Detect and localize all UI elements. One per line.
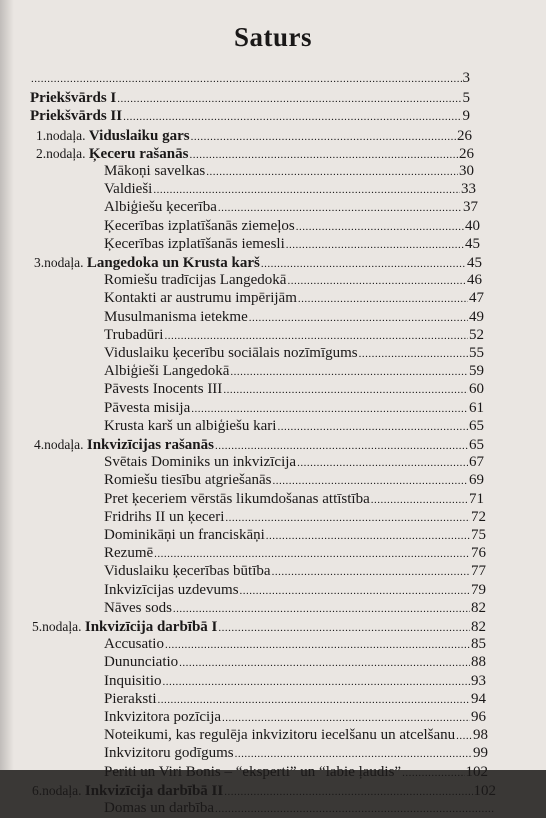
toc-entry — [104, 418, 484, 435]
toc-entry — [104, 600, 486, 617]
dot-leader — [296, 219, 464, 236]
toc-entry — [104, 582, 486, 599]
toc-entry — [104, 163, 474, 180]
page-number: 85 — [471, 636, 486, 653]
dot-leader — [165, 637, 470, 654]
chapter-title: Ķeceru rašanās — [88, 145, 189, 162]
section-title: Svētais Dominiks un inkvizīcija — [104, 454, 297, 471]
page-number: 82 — [471, 599, 486, 616]
dot-leader — [223, 382, 468, 399]
page-number: 37 — [463, 199, 478, 216]
chapter-number: 4.nodaļa. — [34, 437, 87, 452]
chapter-title: Inkvizīcija darbībā I — [84, 619, 218, 635]
page-number: 96 — [471, 709, 486, 725]
chapter-number: 6.nodaļa. — [32, 782, 85, 798]
section-title: Noteikumi, kas regulēja inkvizitoru iecelšanu un atcelšanu — [104, 727, 456, 744]
toc-entry — [104, 654, 486, 671]
dot-leader — [272, 473, 468, 490]
dot-leader — [402, 765, 464, 782]
page-number: 26 — [457, 127, 472, 144]
page-number: 47 — [469, 290, 484, 307]
dot-leader — [163, 674, 470, 691]
dot-leader — [235, 746, 472, 763]
page-number: 60 — [469, 381, 484, 398]
section-title: Dununciatio — [104, 654, 179, 671]
dot-leader — [371, 492, 468, 509]
page-number: 9 — [462, 108, 470, 125]
toc-entry — [104, 491, 484, 508]
toc-entry — [104, 218, 480, 235]
chapter-title: Inkvizīcija darbībā II — [84, 782, 224, 799]
section-title: Inquisitio — [104, 672, 162, 689]
dot-leader — [191, 401, 468, 418]
toc-entry — [104, 363, 484, 380]
dot-leader — [266, 528, 470, 545]
toc-entry — [104, 673, 486, 690]
dot-leader — [261, 256, 466, 273]
page-title: Saturs — [233, 22, 312, 52]
toc-entry — [30, 90, 470, 107]
section-title: Inkvizitoru godīgums — [104, 745, 234, 762]
page-number: 69 — [469, 472, 484, 489]
toc-entry — [104, 545, 486, 562]
dot-leader — [249, 310, 468, 327]
dot-leader — [154, 546, 470, 563]
page-edge-shadow — [0, 0, 14, 770]
toc-entry — [104, 527, 486, 544]
dot-leader — [206, 164, 458, 181]
toc-entry — [104, 199, 478, 216]
section-title: Priekšvārds II — [30, 108, 123, 125]
dot-leader — [117, 91, 461, 108]
toc-chapter-entry — [34, 254, 482, 271]
dot-leader — [230, 364, 468, 381]
dot-leader — [240, 583, 470, 600]
page-number: 88 — [471, 654, 486, 671]
toc-entry — [104, 290, 484, 307]
section-title: Inkvizitora pozīcija — [104, 709, 222, 725]
page-number: 102 — [465, 763, 488, 780]
dot-leader — [218, 620, 470, 637]
toc-entry — [104, 709, 486, 726]
section-title: Fridrihs II un ķeceri — [104, 508, 225, 525]
page-number: 93 — [471, 672, 486, 689]
toc-entry — [104, 327, 484, 344]
toc-entry — [104, 400, 484, 417]
toc-entry — [104, 381, 484, 398]
toc-entry — [104, 181, 476, 198]
page-number: 61 — [469, 399, 484, 416]
chapter-number: 5.nodaļa. — [32, 619, 85, 634]
dot-leader — [218, 200, 462, 217]
section-title: Romiešu tradīcijas Langedokā — [104, 272, 287, 289]
section-title: Albiģieši Langedokā — [104, 363, 230, 380]
page-number: 76 — [471, 545, 486, 562]
dot-leader — [272, 564, 470, 581]
section-title: Rezumē — [104, 545, 154, 562]
page-number: 72 — [471, 508, 486, 525]
toc-entry — [30, 70, 470, 87]
page-number: 45 — [465, 235, 480, 252]
toc-entry — [104, 563, 486, 580]
chapter-title: Langedoka un Krusta karš — [86, 255, 260, 271]
page-number: 49 — [469, 308, 484, 325]
section-title: Pāvesta misija — [104, 399, 191, 416]
toc-entry — [104, 454, 484, 471]
dot-leader — [359, 346, 468, 363]
section-title: Pieraksti — [104, 690, 157, 707]
dot-leader — [123, 109, 461, 126]
page-number: 5 — [462, 90, 470, 107]
page-number: 65 — [469, 437, 484, 453]
section-title: Accusatio — [104, 636, 164, 653]
chapter-number: 3.nodaļa. — [34, 255, 87, 270]
toc-chapter-entry — [34, 436, 484, 453]
dot-leader — [277, 419, 468, 436]
section-title: Priekšvārds I — [30, 90, 117, 107]
page-number: 77 — [471, 563, 486, 580]
page-number: 94 — [471, 690, 486, 707]
chapter-number: 2.nodaļa. — [36, 145, 89, 161]
section-title: Dominikāņi un franciskāņi — [104, 527, 265, 543]
section-title: Nāves sods — [104, 599, 172, 616]
page-number: 59 — [469, 363, 484, 380]
page-number: 79 — [471, 581, 486, 598]
page-number: 26 — [459, 145, 474, 162]
dot-leader — [297, 455, 468, 472]
page-number: 67 — [469, 454, 484, 471]
toc-chapter-entry — [32, 782, 496, 799]
page-number: 82 — [471, 619, 486, 635]
dot-leader — [153, 182, 460, 199]
toc-entry — [104, 691, 486, 708]
page-number: 33 — [461, 181, 476, 198]
section-title: Pāvests Inocents III — [104, 381, 223, 398]
dot-leader — [286, 237, 464, 254]
toc-chapter-entry — [36, 127, 472, 144]
chapter-number: 1.nodaļa. — [36, 127, 89, 143]
chapter-title: Viduslaiku gars — [88, 127, 190, 144]
dot-leader — [179, 655, 470, 672]
toc-entry — [30, 108, 470, 125]
toc-entry — [104, 272, 482, 289]
dot-leader — [287, 273, 466, 290]
section-title: Ķecerības izplatīšanās ziemeļos — [104, 217, 295, 234]
page-number: 71 — [469, 490, 484, 507]
page-number: 30 — [459, 163, 474, 179]
section-title: Kontakti ar austrumu impērijām — [104, 290, 297, 307]
dot-leader — [222, 710, 470, 727]
page-number: 75 — [471, 527, 486, 543]
toc-entry — [104, 727, 488, 744]
dot-leader — [158, 692, 471, 709]
section-title: Romiešu tiesību atgriešanās — [104, 472, 272, 489]
dot-leader — [225, 510, 470, 527]
section-title: Trubadūri — [104, 326, 164, 343]
toc-entry — [104, 800, 496, 817]
toc-entry — [104, 309, 484, 326]
dot-leader — [31, 71, 462, 88]
section-title: Periti un Viri Bonis – “eksperti” un “labie ļaudis” — [104, 763, 402, 780]
page-number: 3 — [462, 70, 470, 86]
toc-entry — [104, 636, 486, 653]
page-number: 45 — [467, 255, 482, 271]
dot-leader — [456, 728, 472, 745]
page-number: 102 — [473, 782, 496, 799]
toc-chapter-entry — [32, 618, 486, 635]
dot-leader — [191, 129, 456, 146]
chapter-title: Inkvizīcijas rašanās — [86, 437, 214, 453]
toc-entry — [104, 509, 486, 526]
section-title: Mākoņi savelkas — [104, 163, 206, 179]
section-title: Krusta karš un albiģiešu kari — [104, 417, 277, 434]
section-title: Albiģiešu ķecerība — [104, 199, 217, 216]
page-number: 46 — [467, 272, 482, 289]
section-title: Domas un darbība — [104, 800, 214, 816]
section-title: Inkvizīcijas uzdevums — [104, 581, 239, 598]
section-title: Viduslaiku ķecerības būtība — [104, 563, 271, 580]
page-number: 65 — [469, 417, 484, 434]
section-title: Ķecerības izplatīšanās iemesli — [104, 235, 285, 252]
page-number: 52 — [469, 326, 484, 343]
dot-leader — [215, 801, 495, 818]
page-number: 55 — [469, 345, 484, 361]
dot-leader — [164, 328, 468, 345]
section-title: Viduslaiku ķecerību sociālais nozīmīgums — [104, 345, 358, 361]
page-number: 40 — [465, 217, 480, 234]
toc-entry — [104, 764, 488, 781]
dot-leader — [215, 438, 468, 455]
page-number: 99 — [473, 745, 488, 762]
toc-entry — [104, 345, 484, 362]
section-title: Valdieši — [104, 181, 153, 198]
dot-leader — [173, 601, 470, 618]
toc-entry — [104, 472, 484, 489]
dot-leader — [298, 291, 468, 308]
toc-entry — [104, 236, 480, 253]
section-title: Pret ķeceriem vērstās likumdošanas attīstība — [104, 490, 370, 507]
section-title: Musulmanisma ietekme — [104, 308, 248, 325]
dot-leader — [189, 147, 458, 164]
toc-chapter-entry — [36, 145, 474, 162]
toc-entry — [104, 745, 488, 762]
dot-leader — [224, 784, 472, 801]
page-number: 98 — [473, 727, 488, 744]
